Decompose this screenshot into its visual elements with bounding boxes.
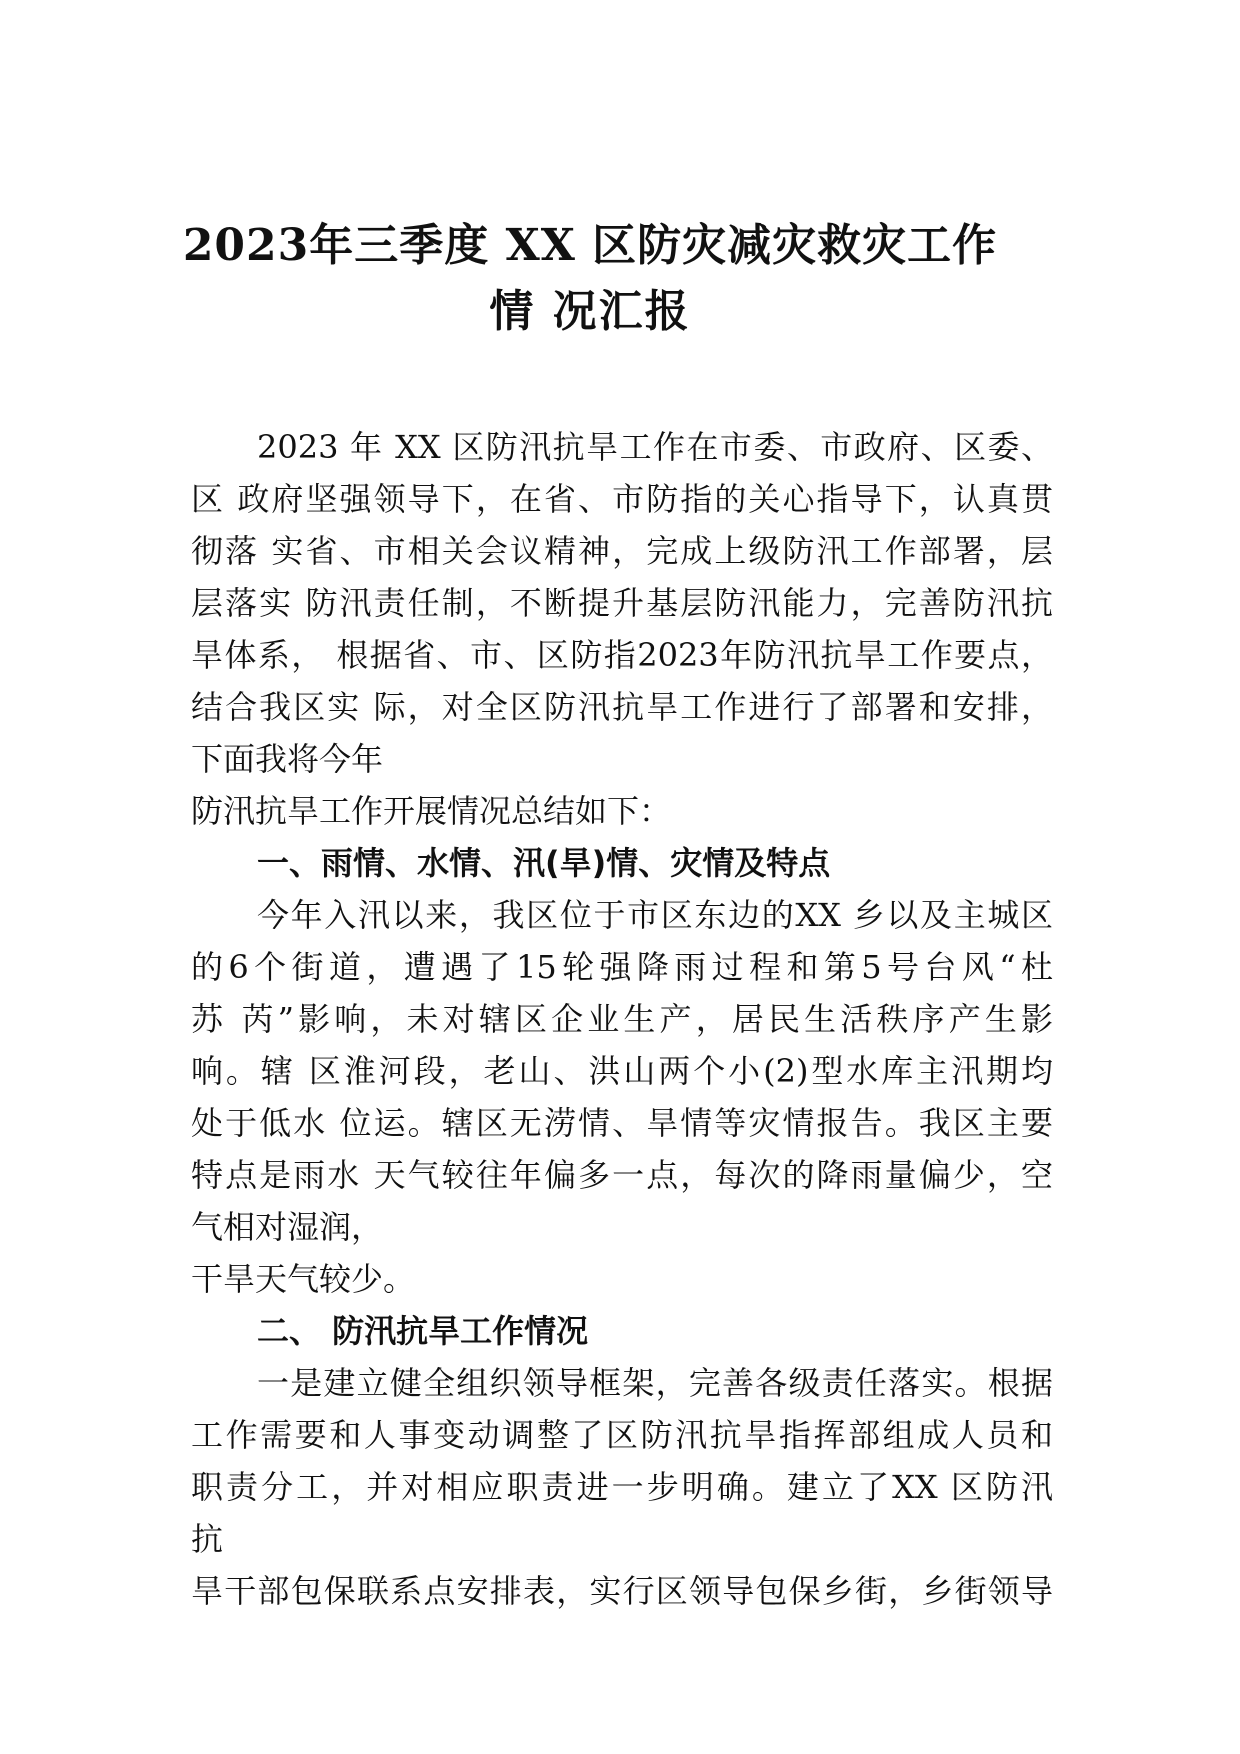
paragraph-line: 旱干部包保联系点安排表，实行区领导包保乡街，乡街领导	[191, 1572, 1053, 1610]
paragraph-line: 苏 芮”影响，未对辖区企业生产，居民生活秩序产生影	[191, 1000, 1053, 1038]
paragraph-line: 层落实 防汛责任制，不断提升基层防汛能力，完善防汛抗	[191, 584, 1053, 622]
paragraph-line: 抗	[191, 1520, 224, 1558]
paragraph-line: 彻落 实省、市相关会议精神，完成上级防汛工作部署，层	[191, 532, 1053, 570]
section-heading-2: 二、 防汛抗旱工作情况	[257, 1312, 589, 1350]
document-title-line-1: 2023年三季度 XX 区防灾减灾救灾工作	[182, 220, 998, 271]
paragraph-line: 结合我区实 际，对全区防汛抗旱工作进行了部署和安排，	[191, 688, 1053, 726]
paragraph-line: 今年入汛以来，我区位于市区东边的XX 乡以及主城区	[257, 896, 1053, 934]
paragraph-line: 旱体系， 根据省、市、区防指2023年防汛抗旱工作要点，	[191, 636, 1053, 674]
paragraph-line: 防汛抗旱工作开展情况总结如下：	[191, 792, 672, 830]
paragraph-line: 响。辖 区淮河段，老山、洪山两个小(2)型水库主汛期均	[191, 1052, 1053, 1090]
paragraph-line: 处于低水 位运。辖区无涝情、旱情等灾情报告。我区主要	[191, 1104, 1053, 1142]
paragraph-line: 工作需要和人事变动调整了区防汛抗旱指挥部组成人员和	[191, 1416, 1053, 1454]
section-heading-1: 一、雨情、水情、汛(旱)情、灾情及特点	[257, 844, 831, 882]
paragraph-line: 干旱天气较少。	[191, 1260, 416, 1298]
paragraph-line: 特点是雨水 天气较往年偏多一点，每次的降雨量偏少，空	[191, 1156, 1053, 1194]
paragraph-line: 一是建立健全组织领导框架，完善各级责任落实。根据	[257, 1364, 1053, 1402]
document-title-line-2: 情 况汇报	[489, 286, 691, 337]
paragraph-line: 职责分工，并对相应职责进一步明确。建立了XX 区防汛	[191, 1468, 1053, 1506]
paragraph-line: 的6个街道，遭遇了15轮强降雨过程和第5号台风“杜	[191, 948, 1053, 986]
paragraph-line: 下面我将今年	[191, 740, 384, 778]
paragraph-line: 气相对湿润，	[191, 1208, 384, 1246]
paragraph-line: 2023 年 XX 区防汛抗旱工作在市委、市政府、区委、	[257, 428, 1053, 466]
paragraph-line: 区 政府坚强领导下，在省、市防指的关心指导下，认真贯	[191, 480, 1053, 518]
